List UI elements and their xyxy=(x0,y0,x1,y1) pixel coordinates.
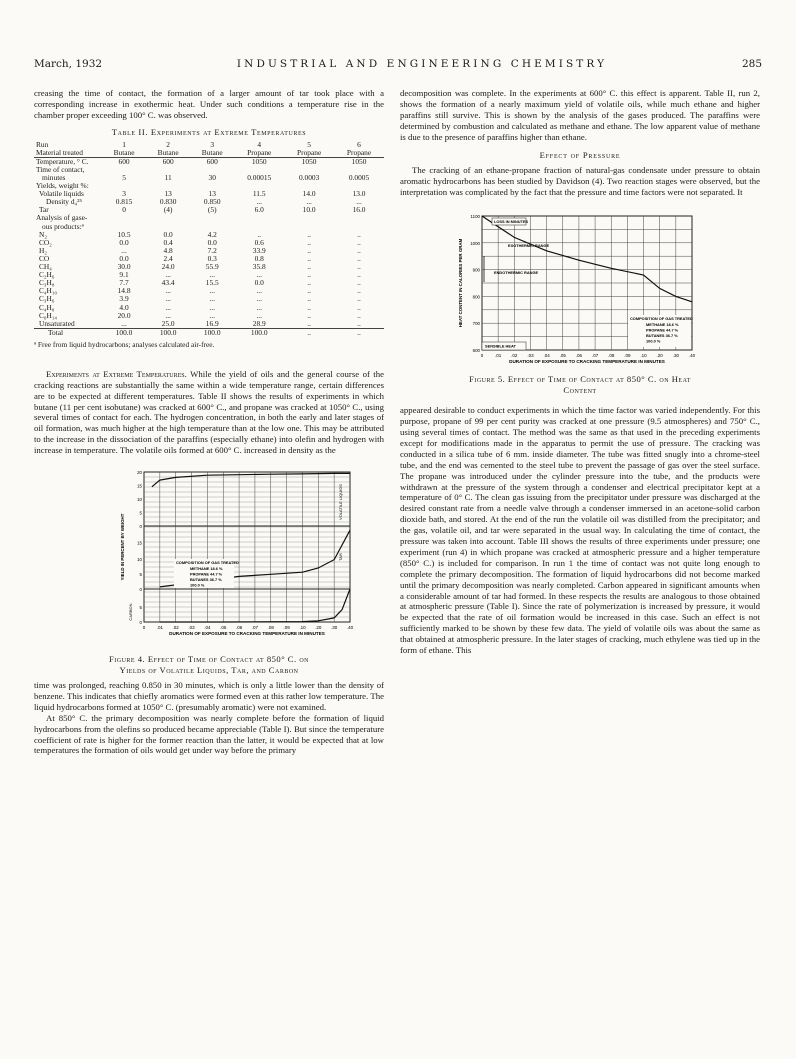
y-tick-label: 10 xyxy=(137,497,142,503)
gas-value: .. xyxy=(307,318,311,328)
table-row: Run 1 2 3 4 5 6 xyxy=(36,139,361,149)
annotation-label: EXOTHERMIC RANGE xyxy=(508,243,550,249)
gas-value: 14.8 xyxy=(117,286,131,296)
gas-value: ... xyxy=(256,302,262,312)
gas-value: 0.0 xyxy=(119,253,129,263)
series-line xyxy=(152,473,350,486)
x-tick-label: .40 xyxy=(346,625,354,631)
y-tick-label: 20 xyxy=(137,470,142,476)
gas-name: CO xyxy=(39,253,50,263)
x-axis-label: DURATION OF EXPOSURE TO CRACKING TEMPERATURE IN MINUTES xyxy=(509,359,665,365)
gas-value: 9.1 xyxy=(119,270,129,280)
gas-value: .. xyxy=(307,278,311,288)
x-tick-label: .10 xyxy=(640,353,647,359)
x-tick-label: .02 xyxy=(511,353,518,359)
gas-value: ... xyxy=(165,286,171,296)
gas-name: CO₂ xyxy=(39,237,52,247)
x-tick-label: .08 xyxy=(267,625,274,631)
gas-value: 0.0 xyxy=(254,278,264,288)
legend-row: BUTANES 36.7 % xyxy=(190,577,222,583)
x-tick-label: .08 xyxy=(608,353,615,359)
gas-value: 7.2 xyxy=(207,245,217,255)
header-journal: INDUSTRIAL AND ENGINEERING CHEMISTRY xyxy=(236,58,608,70)
table-row: Yields, weight %: xyxy=(36,181,89,191)
x-tick-label: 0 xyxy=(480,353,484,359)
header-date: March, 1932 xyxy=(34,58,103,70)
table-2-caption: Table II. Experiments at Extreme Temperatures xyxy=(111,126,307,137)
y-tick-label: 15 xyxy=(137,483,142,489)
gas-value: 28.9 xyxy=(252,318,266,328)
table-2 xyxy=(34,141,384,337)
gas-value: 7.7 xyxy=(119,278,129,288)
gas-value: ... xyxy=(165,310,171,320)
y-axis-label: YIELD IN PERCENT BY WEIGHT xyxy=(120,513,125,581)
gas-value: .. xyxy=(357,262,361,272)
x-tick-label: .04 xyxy=(204,625,211,631)
gas-value: .. xyxy=(357,278,361,288)
gas-value: ... xyxy=(256,310,262,320)
gas-value: 0.3 xyxy=(207,253,217,263)
y-tick-label: 5 xyxy=(139,605,142,611)
x-tick-label: .05 xyxy=(559,353,566,359)
legend-row: PROPANE 44.7 % xyxy=(646,327,679,333)
legend-row: METHANE 18.6 % xyxy=(646,322,679,328)
gas-value: 0.6 xyxy=(254,237,264,247)
gas-value: 43.4 xyxy=(161,278,175,288)
legend-row: 100.0 % xyxy=(190,582,205,588)
x-tick-label: .04 xyxy=(543,353,550,359)
gas-value: 0.0 xyxy=(119,237,129,247)
x-tick-label: .09 xyxy=(283,625,290,631)
figure-4-chart xyxy=(116,464,366,649)
gas-name: C₃H₈ xyxy=(39,278,55,288)
y-tick-label: 900 xyxy=(472,267,480,273)
y-tick-label: 5 xyxy=(139,510,142,516)
gas-value: 35.8 xyxy=(252,262,266,272)
y-tick-label: 0 xyxy=(139,587,142,593)
y-tick-label: 0 xyxy=(139,524,142,530)
x-tick-label: .20 xyxy=(656,353,663,359)
legend-row: PROPANE 44.7 % xyxy=(190,571,223,577)
left-paragraph-4: At 850° C. the primary decomposition was nearly complete before the formation of liquid hydrocarbons from the olefins so produced became appreciable (Table I). But since the temperature coefficient of rate is higher for the former reaction than the latter, it would be expected that at low temperatures the formation of oils would get under way before the primary xyxy=(34,712,384,756)
table-row: Material treated Butane Butane Butane Propane Propane Propane xyxy=(34,149,384,158)
series-label: VOLATILE LIQUIDS xyxy=(338,484,343,520)
table-row: Density d₄²⁵ 0.815 0.830 0.850 ... ... ... xyxy=(46,197,362,207)
gas-name: C₄H₈ xyxy=(39,302,55,312)
gas-value: .. xyxy=(357,270,361,280)
y-tick-label: 600 xyxy=(472,348,480,354)
x-tick-label: .07 xyxy=(251,625,259,631)
gas-value: 4.0 xyxy=(119,302,129,312)
gas-value: .. xyxy=(307,270,311,280)
right-paragraph-3: appeared desirable to conduct experiments in which the time factor was varied independently. For this purpose, propane of 99 per cent purity was cracked at one pressure (9.5 atmospheres) and 750° C., using several times of contact. The method was the same as that used in the preceding experiments except for modifications made in the apparatus to permit the use of pressure. The cracking was conducted in a silica tube of 6 mm. inside diameter. The tube was fitted snugly into a chrome-steel tube, and the end was cemented to the steel tube to prevent the passage of gas over the steel surface. The propane was introduced under the cylinder pressure into the tube, and the products were withdrawn at the pressure of the system through a condenser and electrical precipitator kept at a temperature of 0° C. The clean gas issuing from the precipitator under pressure was discharged at the desired constant rate from a needle valve through a condenser immersed in an acetone-solid carbon dioxide bath, and stored. At the end of the run the volatile oil was distilled from the precipitator; and the gas, volatile oil, and tar were separated in the usual way. In calculating the time of contact, the pressure was taken into account. Table III shows the results of three experiments under pressure; one experiment (run 4) in which propane was cracked at atmospheric pressure and a higher temperature (850° C.) is included for comparison. In run 1 the time of contact was not quite long enough to complete the primary decomposition. The formation of liquid hydrocarbons did not become marked until the primary decomposition was nearly completed. Carbon appeared in significant amounts when a considerable amount of tar had formed. In these respects the results are analogous to those obtained at atmospheric pressure (Table I). Since the rate of polymerization is increased by pressure, it would be expected that the rate of oil formation would be increased in this case. Such an effect is not sufficiently marked to be shown by these few data. The yield of volatile oils was about the same as that obtained at atmospheric pressure. In the later stages of cracking, much ethylene was tied up in the form of ethane. This xyxy=(400,405,760,656)
gas-value: 0.8 xyxy=(254,253,264,263)
right-paragraph-1: decomposition was complete. In the experiments at 600° C. this effect is apparent. Table II, run 2, shows the formation of a nearly maximum yield of volatile oils, while much ethane and higher paraffins still survive. This is shown by the analysis of the gases produced. The paraffins were determined by combustion and calculated as methane and ethane. The low apparent value of methane is due to the presence of paraffins higher than ethane. xyxy=(400,88,760,142)
table-row: Volatile liquids 3 13 13 11.5 14.0 13.0 xyxy=(39,189,366,199)
gas-value: .. xyxy=(357,237,361,247)
series-label: TAR xyxy=(338,553,343,561)
x-tick-label: 0 xyxy=(142,625,146,631)
running-header xyxy=(34,58,762,72)
gas-value: 33.9 xyxy=(252,245,266,255)
figure-4-caption: Figure 4. Effect of Time of Contact at 850° C. on Yields of Volatile Liquids, Tar, and Carbon xyxy=(108,654,310,675)
left-paragraph-3: time was prolonged, reaching 0.850 in 30 minutes, which is only a little lower than the density of benzene. This indicates that chiefly aromatics were formed even at this rather low temperature. The liquid hydrocarbons formed at 1050° C. (presumably aromatic) were not examined. xyxy=(34,680,384,712)
gas-value: 0.0 xyxy=(207,237,217,247)
x-tick-label: .09 xyxy=(624,353,631,359)
gas-value: .. xyxy=(307,310,311,320)
gas-value: ... xyxy=(256,294,262,304)
x-tick-label: .06 xyxy=(575,353,583,359)
gas-value: .. xyxy=(357,318,361,328)
gas-value: .. xyxy=(357,253,361,263)
gas-value: ... xyxy=(256,286,262,296)
gas-value: .. xyxy=(357,229,361,239)
gas-value: .. xyxy=(357,245,361,255)
gas-analysis-rows xyxy=(34,231,384,329)
left-paragraph-2: Experiments at Extreme Temperatures. While the yield of oils and the general course of the cracking reactions are substantially the same within a wide temperature range, certain differences are to be expected at different temperatures. Table II shows the results of experiments in which butane (11 per cent isobutane) was cracked at 600° C., and propane was cracked at 1050° C., using several times of contact for each. The hydrogen concentration, in both the early and later stages of oil formation, was much higher at the high temperature than at the low one. This may be attributed to the increase in the dissociation of the paraffins (especially ethane) into olefin and hydrogen with increase in temperature. The volatile oils formed at 600° C. increased in density as the xyxy=(34,368,384,456)
x-tick-label: .20 xyxy=(315,625,322,631)
x-tick-label: .03 xyxy=(188,625,195,631)
gas-value: 4.2 xyxy=(207,229,217,239)
gas-value: ... xyxy=(165,270,171,280)
y-tick-label: 10 xyxy=(137,557,142,563)
gas-value: 0.0 xyxy=(163,229,173,239)
gas-value: ... xyxy=(165,294,171,304)
gas-value: 3.9 xyxy=(119,294,129,304)
x-tick-label: .03 xyxy=(527,353,534,359)
gas-value: .. xyxy=(357,302,361,312)
gas-value: 30.0 xyxy=(117,262,131,272)
y-tick-label: 700 xyxy=(472,321,480,327)
gas-value: .. xyxy=(307,253,311,263)
table-2-footnote: ª Free from liquid hydrocarbons; analyses calculated air-free. xyxy=(34,339,215,349)
gas-value: .. xyxy=(307,229,311,239)
gas-name: C₄H₁₀ xyxy=(39,286,57,296)
table-row: Total 100.0 100.0 100.0 100.0 .. .. xyxy=(34,328,384,337)
right-column xyxy=(400,88,760,656)
gas-name: Unsaturated xyxy=(39,318,75,328)
gas-name: C₂H₆ xyxy=(39,270,55,280)
x-tick-label: .01 xyxy=(156,625,163,631)
gas-value: .. xyxy=(307,302,311,312)
left-column xyxy=(34,88,384,756)
gas-value: 55.9 xyxy=(205,262,219,272)
gas-value: 2.4 xyxy=(163,253,173,263)
gas-name: C₃H₆ xyxy=(39,294,55,304)
gas-value: 20.0 xyxy=(117,310,131,320)
gas-value: ... xyxy=(209,294,215,304)
x-axis-label: DURATION OF EXPOSURE TO CRACKING TEMPERATURE IN MINUTES xyxy=(169,631,325,637)
gas-value: 10.5 xyxy=(117,229,131,239)
table-row: Analysis of gase- xyxy=(36,213,88,223)
legend-title: COMPOSITION OF GAS TREATED xyxy=(630,316,693,322)
gas-value: ... xyxy=(209,270,215,280)
legend-row: 100.0 % xyxy=(646,338,661,344)
gas-value: ... xyxy=(121,245,127,255)
gas-value: .. xyxy=(357,286,361,296)
x-tick-label: .10 xyxy=(299,625,306,631)
y-tick-label: 5 xyxy=(139,572,142,578)
gas-value: ... xyxy=(121,318,127,328)
y-tick-label: 1100 xyxy=(470,214,480,220)
x-tick-label: .05 xyxy=(220,625,227,631)
annotation-label: ENDOTHERMIC RANGE xyxy=(494,270,539,276)
y-tick-label: 1000 xyxy=(470,240,480,246)
x-tick-label: .07 xyxy=(591,353,599,359)
left-paragraph-1: creasing the time of contact, the formation of a larger amount of tar took place with a corresponding increase in exothermic heat. Under such conditions a temperature rise in the chamber proper exceeding 100° C. was observed. xyxy=(34,88,384,120)
gas-value: ... xyxy=(209,286,215,296)
right-paragraph-2: The cracking of an ethane-propane fraction of natural-gas condensate under pressure to obtain aromatic hydrocarbons has been studied by Davidson (4). Two reaction stages were observed, but the interpretation was complicated by the fact that the pressure and time factors were not separated. It xyxy=(400,165,760,198)
y-tick-label: 0 xyxy=(139,620,142,626)
gas-value: .. xyxy=(307,245,311,255)
gas-name: CH₄ xyxy=(39,262,52,272)
y-axis-label: HEAT CONTENT IN CALORIES PER GRAM xyxy=(458,238,463,328)
table-row: ous products:ª xyxy=(42,221,84,231)
gas-name: N₂ xyxy=(39,229,47,239)
y-tick-label: 800 xyxy=(472,294,480,300)
series-line xyxy=(482,216,692,302)
legend-title: COMPOSITION OF GAS TREATED xyxy=(176,560,239,566)
table-row: minutes 5 11 30 0.00015 0.0003 0.0005 xyxy=(42,173,370,182)
header-page-number: 285 xyxy=(741,58,762,70)
gas-value: 25.0 xyxy=(161,318,175,328)
gas-value: 0.4 xyxy=(163,237,173,247)
y-tick-label: 15 xyxy=(137,540,142,546)
gas-value: .. xyxy=(357,310,361,320)
table-row xyxy=(34,320,384,329)
gas-value: .. xyxy=(307,262,311,272)
x-tick-label: .01 xyxy=(495,353,502,359)
gas-value: .. xyxy=(357,294,361,304)
legend-row: BUTANES 36.7 % xyxy=(646,333,678,339)
gas-value: ... xyxy=(209,310,215,320)
gas-value: ... xyxy=(209,302,215,312)
table-row: Time of contact, xyxy=(36,164,85,174)
section-heading-pressure: Effect of Pressure xyxy=(539,149,621,160)
legend-row: METHANE 18.6 % xyxy=(190,566,223,572)
x-tick-label: .02 xyxy=(172,625,179,631)
gas-name: C₆H₁₄ xyxy=(39,310,57,320)
figure-5-caption: Figure 5. Effect of Time of Contact at 850° C. on Heat Content xyxy=(469,374,691,395)
x-tick-label: .30 xyxy=(331,625,338,631)
annotation-label: SENSIBLE HEAT xyxy=(485,343,516,349)
gas-value: 4.8 xyxy=(163,245,173,255)
annotation-label: LOSS IN MINUTES xyxy=(494,219,529,225)
gas-value: .. xyxy=(257,229,262,239)
gas-value: 16.9 xyxy=(205,318,219,328)
x-tick-label: .30 xyxy=(672,353,679,359)
table-row: Tar 0 (4) (5) 6.0 10.0 16.0 xyxy=(39,205,366,215)
x-tick-label: .40 xyxy=(688,353,696,359)
gas-name: H₂ xyxy=(39,245,47,255)
x-tick-label: .06 xyxy=(235,625,243,631)
gas-value: .. xyxy=(307,286,311,296)
figure-5-chart xyxy=(452,208,702,368)
gas-value: ... xyxy=(256,270,262,280)
table-row: Temperature, ° C. 600 600 600 1050 1050 1050 xyxy=(36,156,367,166)
gas-value: .. xyxy=(307,237,311,247)
gas-value: 24.0 xyxy=(161,262,175,272)
gas-value: .. xyxy=(307,294,311,304)
gas-value: ... xyxy=(165,302,171,312)
gas-value: 15.5 xyxy=(205,278,219,288)
series-label: CARBON xyxy=(128,603,133,621)
